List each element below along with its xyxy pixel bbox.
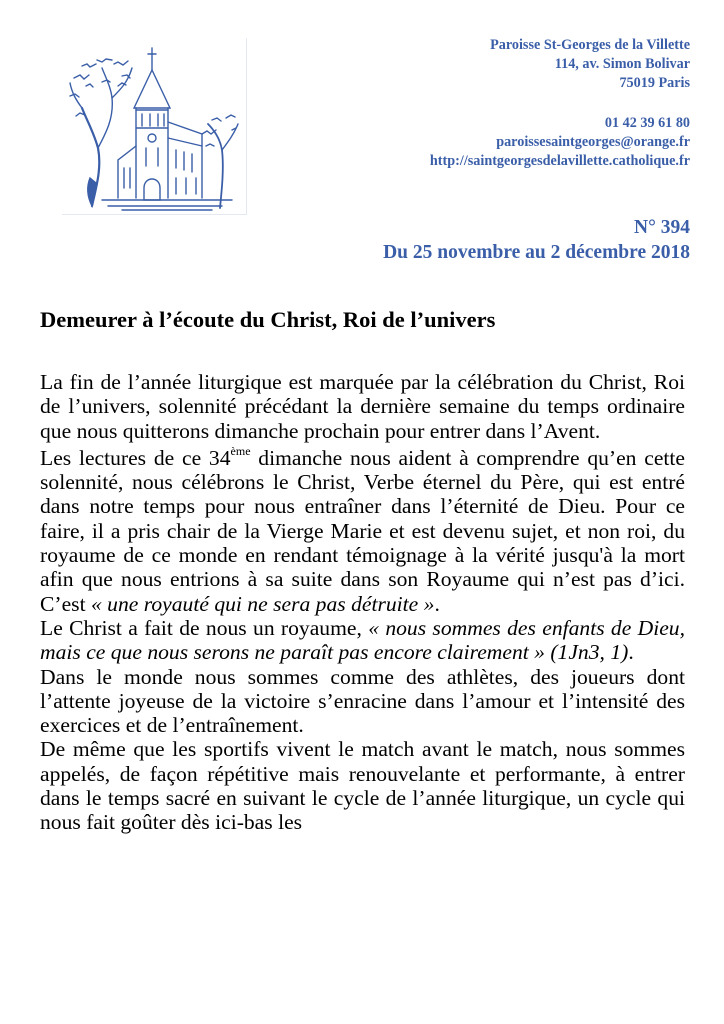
issue-info bbox=[383, 215, 690, 265]
parish-email[interactable]: paroissesaintgeorges@orange.fr bbox=[496, 134, 690, 150]
article-body bbox=[40, 370, 685, 835]
issue-number: N° 394 bbox=[633, 217, 690, 238]
paragraph-2 bbox=[40, 443, 685, 616]
parish-city: 75019 Paris bbox=[619, 75, 690, 91]
parish-website[interactable]: http://saintgeorgesdelavillette.catholique.fr bbox=[429, 153, 690, 169]
paragraph-2-text: dimanche nous aident à comprendre qu’en cette solennité, nous célébrons le Christ, Verbe éternel du Père, qui est entré dans notre temps pour nous entraîner dans l’éternité de Dieu. Pour ce faire, il a pris chair de la Vierge Marie et est devenu sujet, et non roi, du royaume de ce monde en rendant témoignage à la vérité jusqu'à la mort afin que nous entrions à sa suite dans son Royaume qui n’est pas d’ici. C’est bbox=[40, 445, 686, 616]
quote-enfants-de-dieu: « nous sommes des enfants de Dieu, mais ce que nous serons ne paraît pas encore clairement » (1Jn3, 1) bbox=[40, 615, 686, 665]
parish-address: 114, av. Simon Bolivar bbox=[554, 56, 690, 72]
quote-royaute: « une royauté qui ne sera pas détruite » bbox=[90, 591, 435, 616]
paragraph-3-end: . bbox=[628, 640, 634, 665]
paragraph-3 bbox=[40, 616, 685, 665]
paragraph-2-start: Les lectures de ce 34 bbox=[40, 445, 231, 470]
parish-logo bbox=[62, 38, 247, 215]
ordinal-suffix: ème bbox=[230, 443, 251, 458]
paragraph-3-start: Le Christ a fait de nous un royaume, bbox=[40, 615, 369, 640]
paragraph-1: La fin de l’année liturgique est marquée par la célébration du Christ, Roi de l’univers, solennité précédant la dernière semaine du temps ordinaire que nous quitterons dimanche prochain pour entrer dans l’Avent. bbox=[40, 370, 685, 443]
parish-name: Paroisse St-Georges de la Villette bbox=[490, 37, 690, 53]
parish-contact-block bbox=[430, 36, 690, 171]
paragraph-2-end: . bbox=[434, 591, 440, 616]
parish-phone: 01 42 39 61 80 bbox=[604, 115, 690, 131]
article-title: Demeurer à l’écoute du Christ, Roi de l’univers bbox=[40, 307, 496, 332]
church-drawing-icon bbox=[62, 38, 246, 214]
paragraph-4: Dans le monde nous sommes comme des athlètes, des joueurs dont l’attente joyeuse de la victoire s’enracine dans l’amour et l’intensité des exercices et de l’entraînement. bbox=[40, 664, 685, 738]
issue-dates: Du 25 novembre au 2 décembre 2018 bbox=[383, 242, 690, 263]
paragraph-5: De même que les sportifs vivent le match avant le match, nous sommes appelés, de façon répétitive mais renouvelante et performante, à entrer dans le temps sacré en suivant le cycle de l’année liturgique, un cycle qui nous fait goûter dès ici-bas les bbox=[40, 737, 685, 835]
